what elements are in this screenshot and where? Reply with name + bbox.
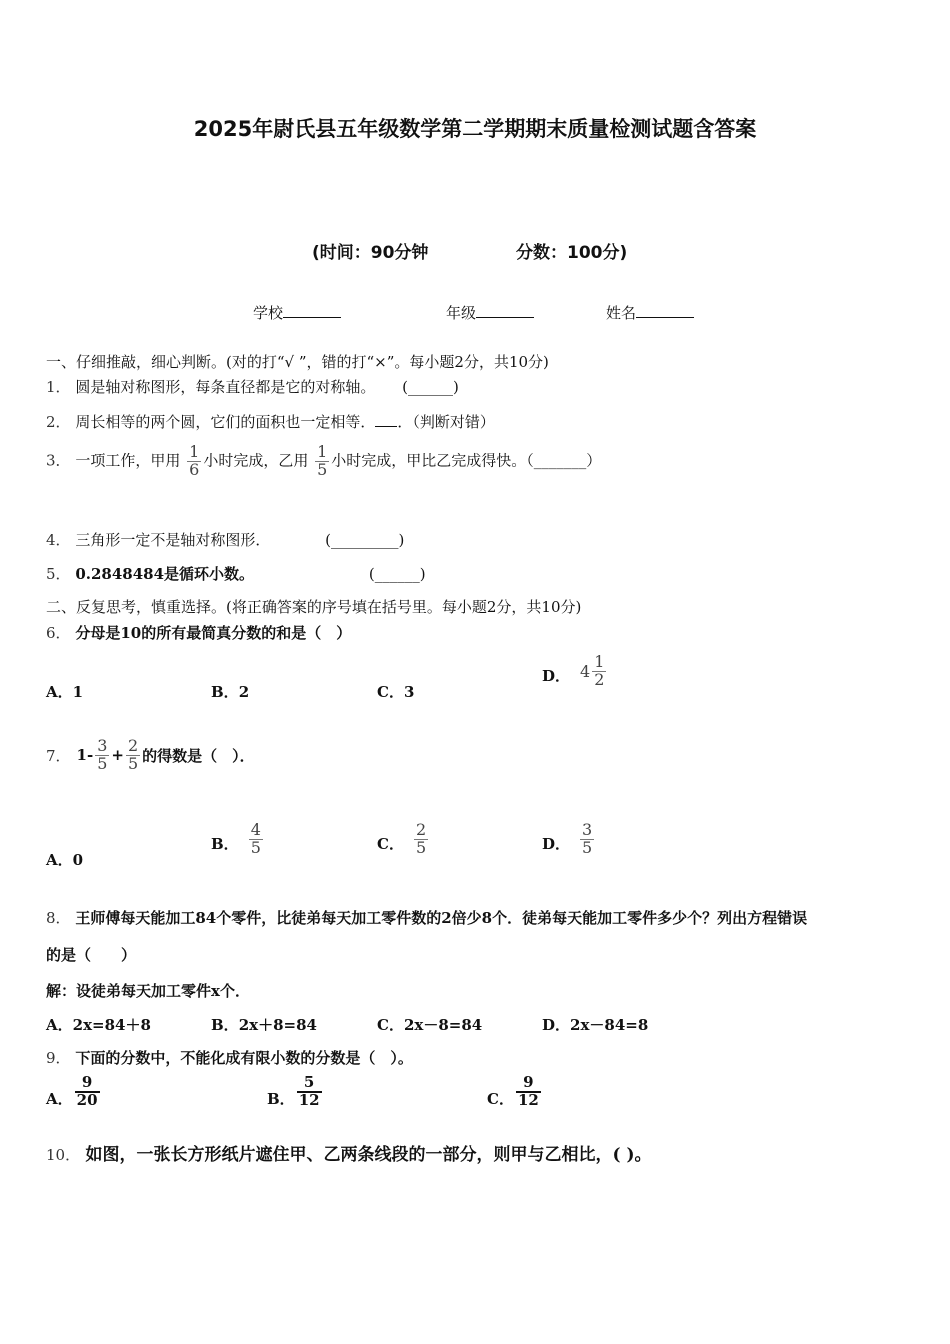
fraction-part [592,654,606,689]
grade-field [446,302,534,323]
question-number: 1． [46,378,71,396]
name-field [606,302,694,323]
q6-option-d[interactable] [542,654,608,689]
option-label: B． [211,683,239,701]
fraction-5-12 [297,1072,322,1109]
question-text: 分母是10的所有最简真分数的和是（ ） [75,624,352,642]
q6-option-a[interactable] [46,681,83,702]
q9-option-b[interactable] [267,1074,324,1109]
q7-option-d[interactable] [542,822,596,857]
question-text: 0.2848484是循环小数。 [75,565,255,583]
numerator: 9 [523,1072,534,1091]
option-label: B． [211,834,239,853]
question-text: 周长相等的两个圆，它们的面积也一定相等． [75,413,376,431]
page-title: 2025年尉氏县五年级数学第二学期期末质量检测试题含答案 [193,117,757,141]
option-value: 3 [403,683,415,701]
exam-score: 分数：100分) [516,243,628,263]
plus-sign: + [111,746,124,765]
q9-option-a[interactable] [46,1074,102,1109]
question-text: 三角形一定不是轴对称图形． [75,531,271,549]
question-suffix: ．（判断对错） [397,413,495,431]
question-number: 2． [46,413,71,431]
numerator: 1 [594,652,605,671]
question-8-solution: 解：设徒弟每天加工零件x个． [46,982,250,1000]
q8-option-d[interactable] [542,1014,648,1035]
option-value: 2 [238,683,250,701]
fraction-2-5 [126,738,140,773]
question-8-line-2: 的是（ ） [46,946,137,964]
numerator: 3 [97,736,108,755]
answer-paren: (_________) [325,531,405,549]
option-label: C． [377,834,404,853]
question-text-line-1: 王师傅每天能加工84个零件，比徒弟每天加工零件数的2倍少8个．徒弟每天能加工零件多少个？列出方程错误 [75,909,808,927]
denominator: 5 [415,837,427,857]
option-label: A． [46,1016,73,1034]
grade-label: 年级 [446,304,477,322]
option-label: A． [46,683,73,701]
question-number: 5． [46,565,71,583]
fraction-4-5 [249,822,263,857]
exam-time: (时间：90分钟 [312,243,429,263]
question-text: 如图，一张长方形纸片遮住甲、乙两条线段的一部分，则甲与乙相比，( )。 [85,1145,652,1165]
numerator: 1 [317,442,328,461]
option-value: 2x－84=8 [570,1016,649,1034]
option-label: A． [46,851,73,869]
question-1 [46,376,459,397]
denominator: 20 [76,1090,98,1109]
school-blank [283,303,341,318]
section-2-heading: 二、反复思考，慎重选择。(将正确答案的序号填在括号里。每小题2分，共10分) [46,598,582,616]
expr-start: 1- [76,746,94,765]
question-10 [46,1140,652,1165]
question-number: 6． [46,624,71,642]
option-label: B． [267,1090,295,1108]
fraction-1-5 [315,444,329,479]
denominator: 5 [582,837,593,857]
whole-part: 4 [580,661,591,681]
denominator: 5 [250,837,261,857]
denominator: 5 [317,459,328,479]
question-text: 下面的分数中，不能化成有限小数的分数是（ ）。 [75,1049,413,1067]
q6-option-c[interactable] [377,681,414,702]
q7-option-b[interactable] [211,822,265,857]
name-blank [636,303,694,318]
option-label: D． [542,834,571,853]
question-3 [46,444,601,479]
school-field [253,302,341,323]
numerator: 2 [127,736,139,755]
q8-option-c[interactable] [377,1014,482,1035]
question-number: 9． [46,1049,71,1067]
question-4 [46,529,404,550]
denominator: 5 [97,753,108,773]
answer-paren: (______) [368,565,426,583]
q9-option-c[interactable] [487,1074,543,1109]
numerator: 4 [250,820,261,839]
q7-option-a[interactable] [46,849,83,870]
option-label: C． [377,1016,404,1034]
fraction-1-6 [187,444,201,479]
q8-option-b[interactable] [211,1014,317,1035]
option-label: C． [377,683,404,701]
fraction-2-5 [414,822,428,857]
fraction-3-5 [580,822,594,857]
question-text-a: 一项工作，甲用 [75,451,181,470]
name-label: 姓名 [606,304,637,322]
question-number: 8． [46,909,71,927]
question-number: 3． [46,451,71,470]
fraction-3-5 [95,738,109,773]
grade-blank [476,303,534,318]
question-2 [46,411,495,432]
school-label: 学校 [253,304,284,322]
question-text: 圆是轴对称图形，每条直径都是它的对称轴。 [75,378,376,396]
option-value: 0 [72,851,84,869]
numerator: 3 [582,820,593,839]
numerator: 2 [415,820,427,839]
numerator: 5 [303,1072,315,1091]
fraction-9-20 [75,1072,100,1109]
option-value: 2x=84＋8 [72,1016,151,1034]
question-number: 4． [46,531,71,549]
denominator: 5 [127,753,139,773]
question-text-b: 小时完成，乙用 [203,451,309,470]
question-9 [46,1047,413,1068]
option-label: D． [542,1016,571,1034]
answer-blank [375,412,397,427]
question-5 [46,563,426,584]
question-8 [46,907,807,928]
denominator: 6 [189,459,200,479]
q7-option-c[interactable] [377,822,430,857]
option-value: 2x－8=84 [403,1016,483,1034]
q8-option-a[interactable] [46,1014,151,1035]
option-label: A． [46,1090,73,1108]
answer-paren: (______) [402,378,459,396]
option-value: 1 [72,683,84,701]
numerator: 9 [81,1072,93,1091]
mixed-number [580,654,608,689]
fraction-9-12 [516,1072,541,1109]
question-number: 10． [46,1146,81,1164]
question-7 [46,738,255,773]
denominator: 2 [594,669,605,689]
option-label: D． [542,666,571,685]
numerator: 1 [189,442,200,461]
denominator: 12 [298,1090,320,1109]
q6-option-b[interactable] [211,681,249,702]
section-1-heading: 一、仔细推敲，细心判断。(对的打“√ ”，错的打“×”。每小题2分，共10分) [46,353,549,371]
question-text-c: 小时完成，甲比乙完成得快。（_______） [331,451,602,470]
option-label: C． [487,1090,514,1108]
option-label: B． [211,1016,239,1034]
denominator: 12 [517,1090,539,1109]
option-value: 2x＋8=84 [238,1016,317,1034]
question-number: 7． [46,746,71,765]
question-text: 的得数是（ ）． [142,746,255,765]
question-6 [46,622,351,643]
